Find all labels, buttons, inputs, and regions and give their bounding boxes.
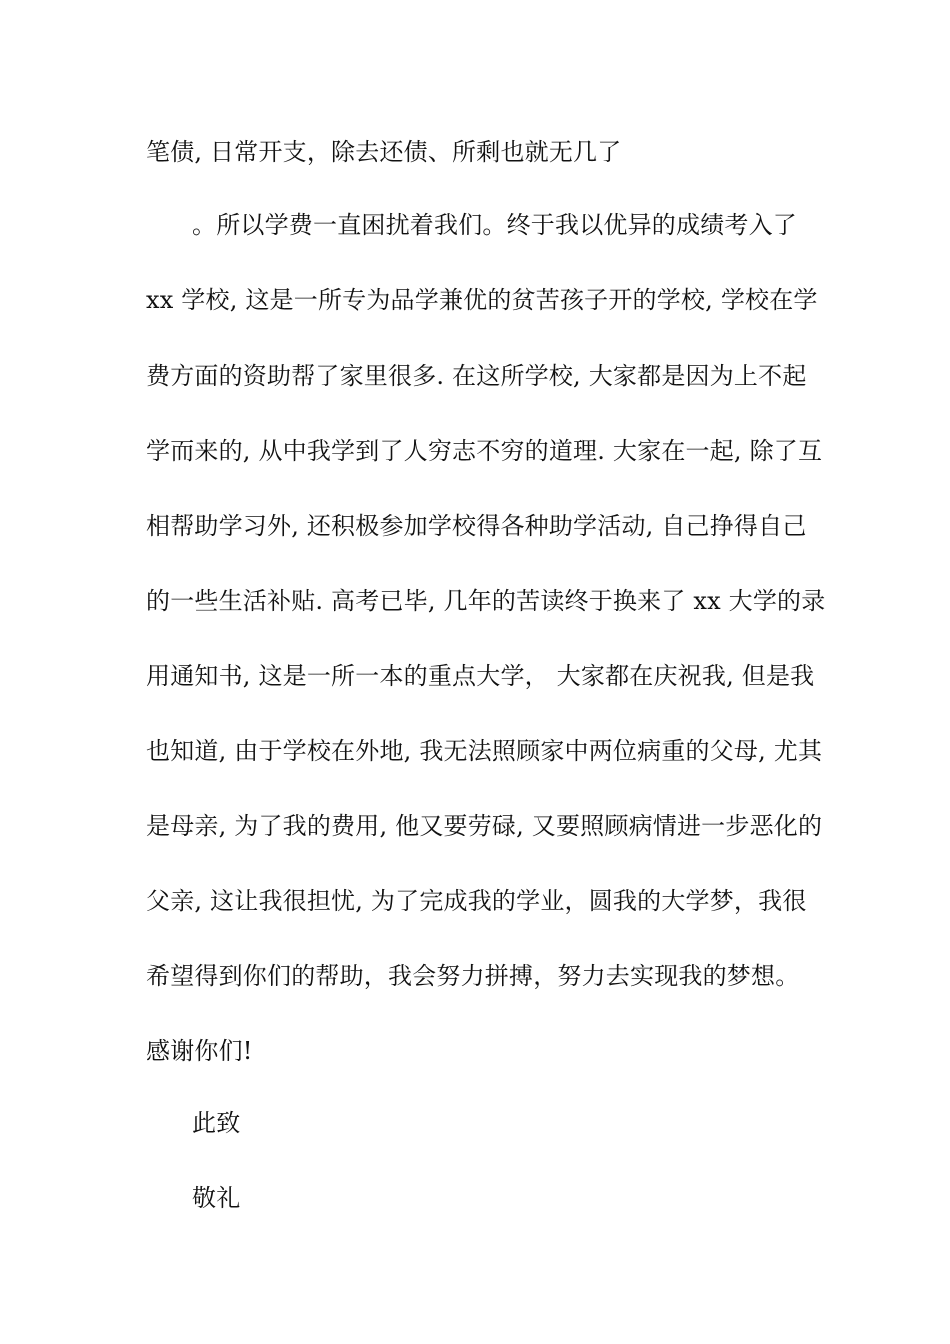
- text-line-3: xx 学校, 这是一所专为品学兼优的贫苦孩子开的学校, 学校在学: [146, 286, 818, 314]
- closing-regards: 敬礼: [192, 1184, 241, 1212]
- text-line-6: 相帮助学习外, 还积极参加学校得各种助学活动, 自己挣得自己: [146, 512, 807, 540]
- text-line-5: 学而来的, 从中我学到了人穷志不穷的道理. 大家在一起, 除了互: [146, 437, 823, 465]
- text-line-10: 是母亲, 为了我的费用, 他又要劳碌, 又要照顾病情进一步恶化的: [146, 812, 823, 840]
- text-line-8: 用通知书, 这是一所一本的重点大学， 大家都在庆祝我, 但是我: [146, 662, 815, 690]
- text-line-13: 感谢你们!: [146, 1037, 253, 1065]
- text-line-4: 费方面的资助帮了家里很多. 在这所学校, 大家都是因为上不起: [146, 362, 807, 390]
- text-line-1: 笔债, 日常开支，除去还债、所剩也就无几了: [146, 138, 622, 166]
- text-line-12: 希望得到你们的帮助，我会努力拼搏，努力去实现我的梦想。: [146, 962, 800, 990]
- text-line-2: 。所以学费一直困扰着我们。终于我以优异的成绩考入了: [192, 211, 797, 239]
- text-line-11: 父亲, 这让我很担忧, 为了完成我的学业，圆我的大学梦，我很: [146, 887, 807, 915]
- text-line-7: 的一些生活补贴. 高考已毕, 几年的苦读终于换来了 xx 大学的录: [146, 587, 826, 615]
- text-line-9: 也知道, 由于学校在外地, 我无法照顾家中两位病重的父母, 尤其: [146, 737, 823, 765]
- closing-salutation: 此致: [192, 1109, 241, 1137]
